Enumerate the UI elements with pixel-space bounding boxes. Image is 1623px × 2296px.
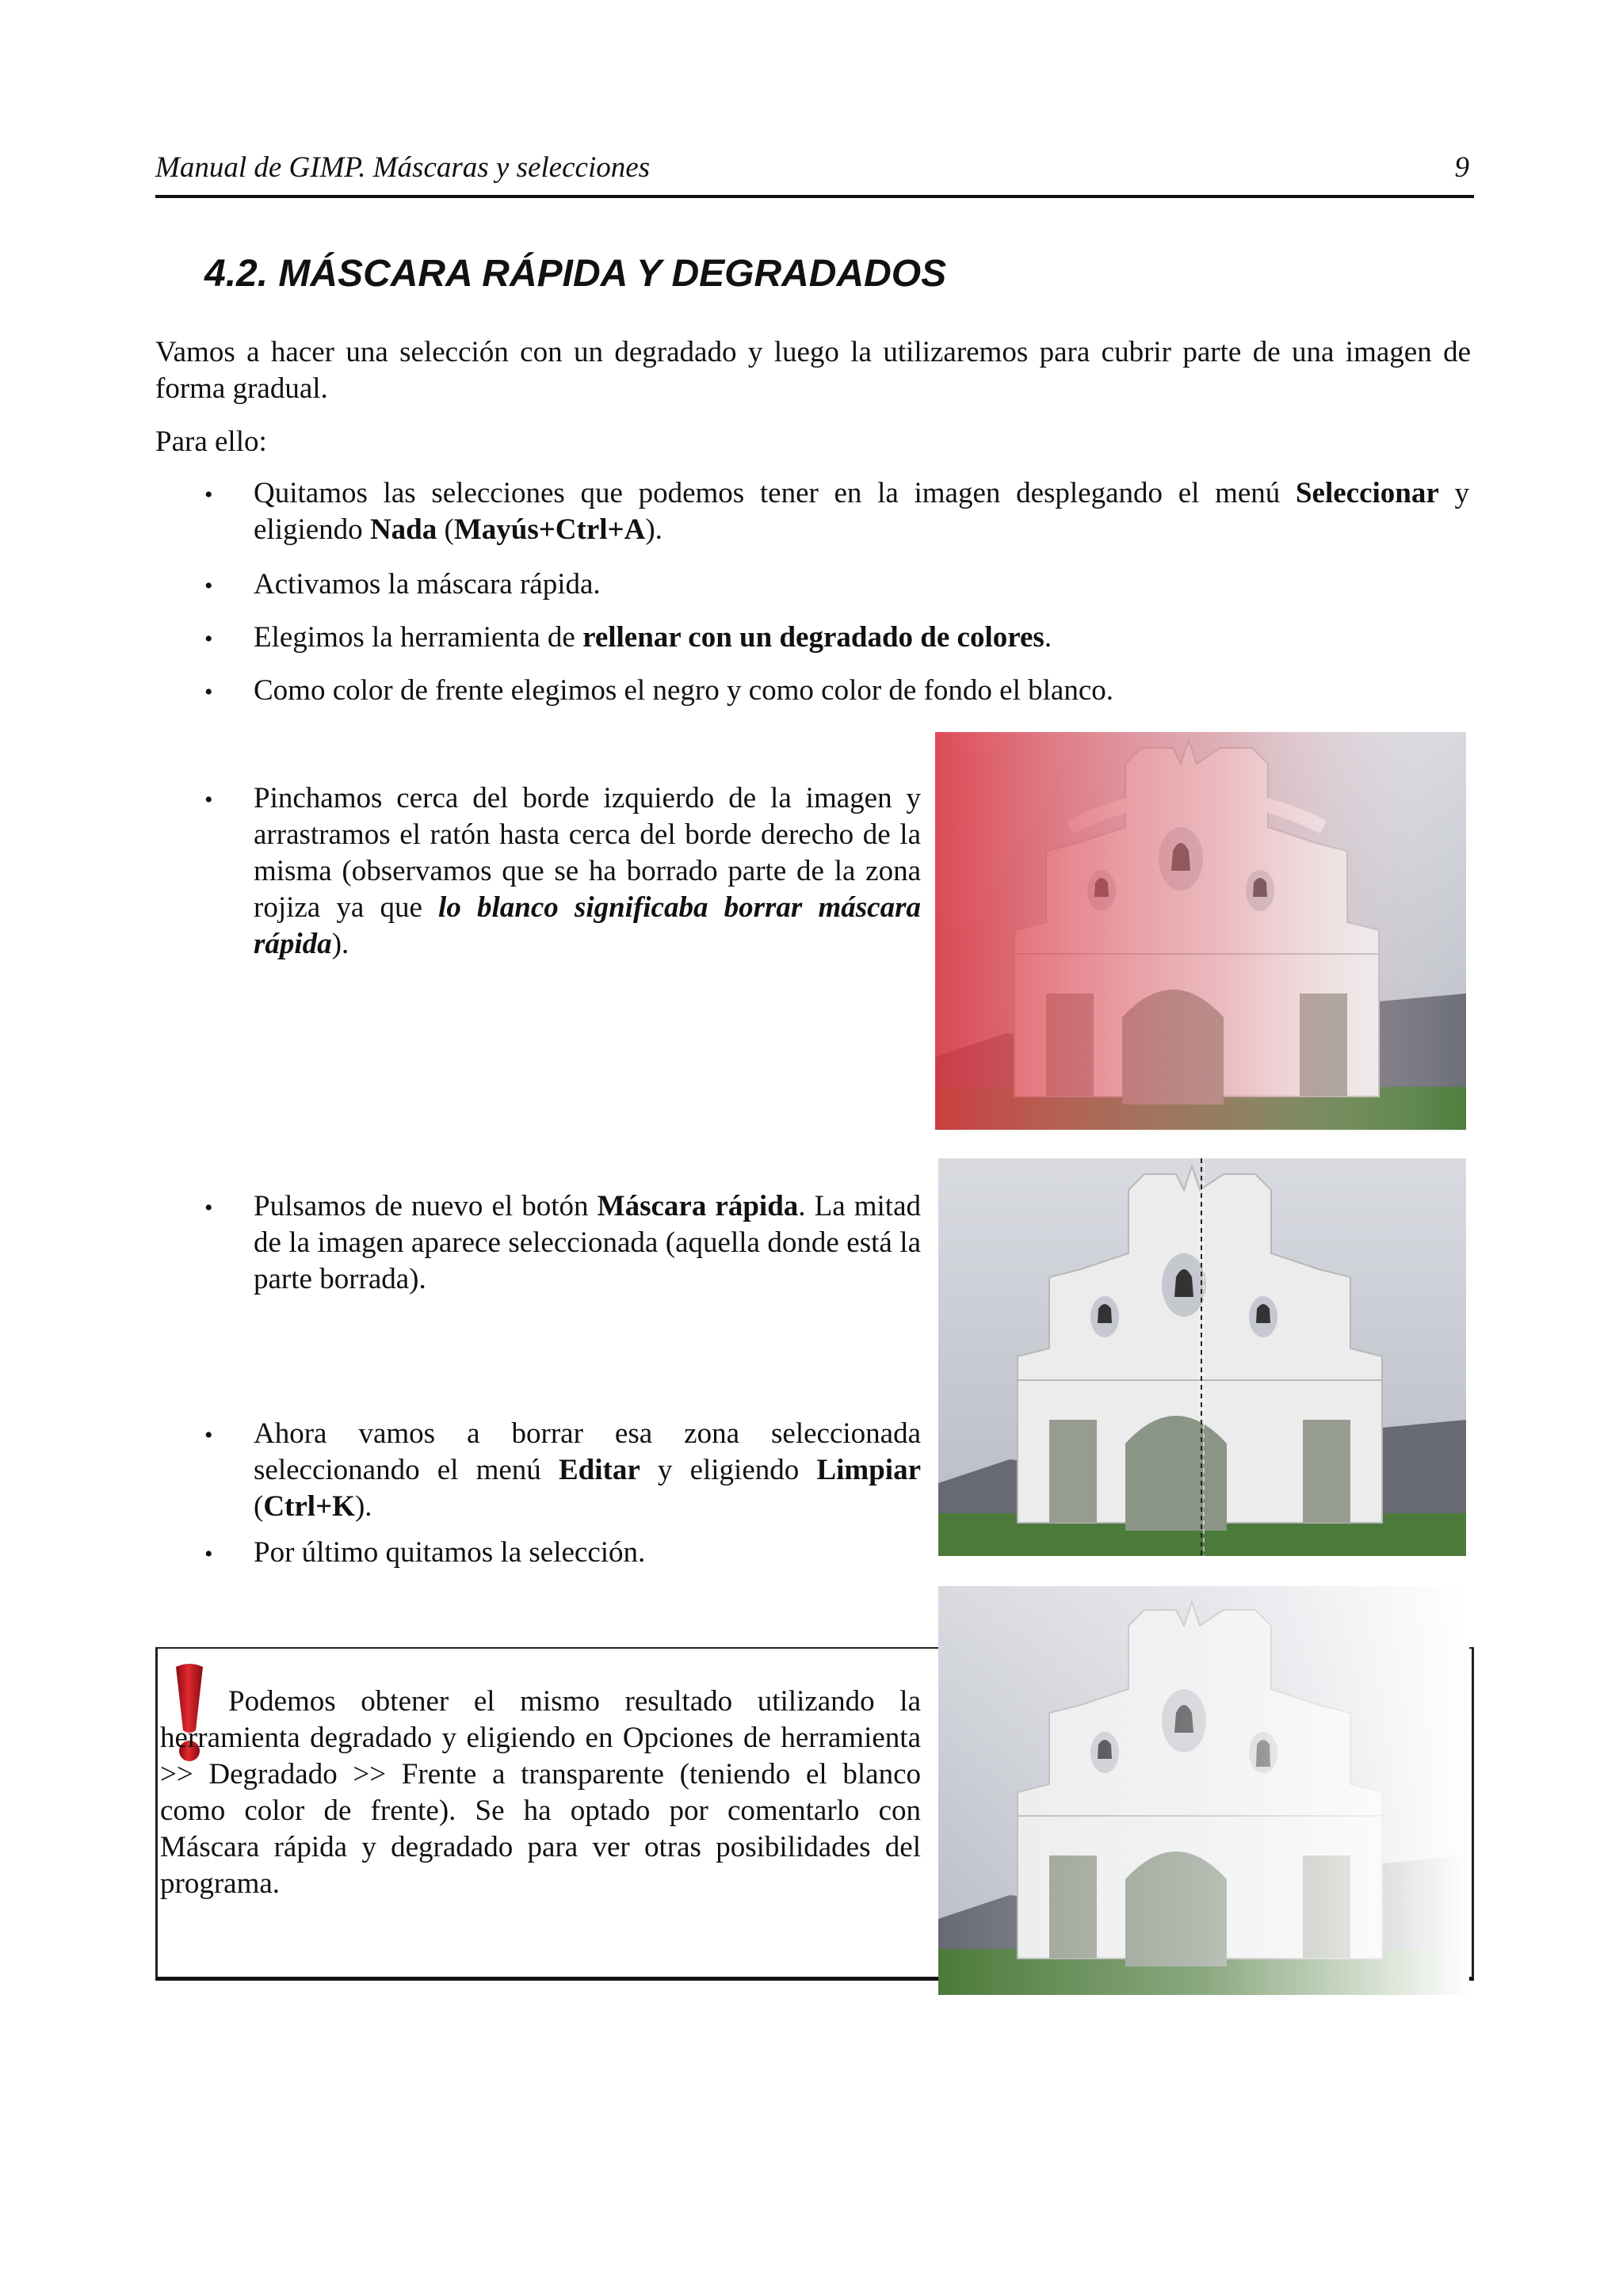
photo-selection-half [938,1158,1466,1556]
list-item-step-5: Pinchamos cerca del borde izquierdo de la imagen y arrastramos el ratón hasta cerca del borde derecho de la misma (observamos que se ha borrado parte de la zona rojiza ya que lo blanco significaba borrar máscara rápida). [254,782,921,960]
section-title: 4.2. MÁSCARA RÁPIDA Y DEGRADADOS [204,253,947,295]
list-item-step-7: Ahora vamos a borrar esa zona seleccionada seleccionando el menú Editar y eligiendo Limpiar (Ctrl+K). [254,1417,921,1523]
list-item-step-1: Quitamos las selecciones que podemos tener en la imagen desplegando el menú Seleccionar y eligiendo Nada (Mayús+Ctrl+A). [254,477,1469,546]
bullet: • [204,1422,213,1448]
bullet: • [204,482,213,508]
header-rule [155,195,1474,198]
intro-paragraph: Vamos a hacer una selección con un degradado y luego la utilizaremos para cubrir parte de una imagen de forma gradual. [155,336,1471,405]
running-header-title: Manual de GIMP. Máscaras y selecciones [155,151,651,184]
photo-quick-mask-gradient [935,732,1466,1130]
list-item-step-8: Por último quitamos la selección. [254,1536,646,1569]
list-item-step-2: Activamos la máscara rápida. [254,568,601,601]
bullet: • [204,626,213,652]
page-number: 9 [1454,151,1469,184]
bullet: • [204,573,213,599]
bullet: • [204,1541,213,1567]
list-item-step-3: Elegimos la herramienta de rellenar con un degradado de colores. [254,621,1052,654]
list-item-step-4: Como color de frente elegimos el negro y como color de fondo el blanco. [254,674,1113,707]
list-item-step-6: Pulsamos de nuevo el botón Máscara rápida. La mitad de la imagen aparece seleccionada (aquella donde está la parte borrada). [254,1190,921,1295]
para-ello: Para ello: [155,425,267,458]
bullet: • [204,1195,213,1221]
bullet: • [204,787,213,813]
note-text: Podemos obtener el mismo resultado utilizando la herramienta degradado y eligiendo en Opciones de herramienta >> Degradado >> Frente a transparente (teniendo el blanco como color de frente). Se ha optado por comentarlo con Máscara rápida y degradado para ver otras posibilidades del programa. [160,1685,921,1900]
bullet: • [204,679,213,705]
photo-faded-result [938,1586,1469,1995]
